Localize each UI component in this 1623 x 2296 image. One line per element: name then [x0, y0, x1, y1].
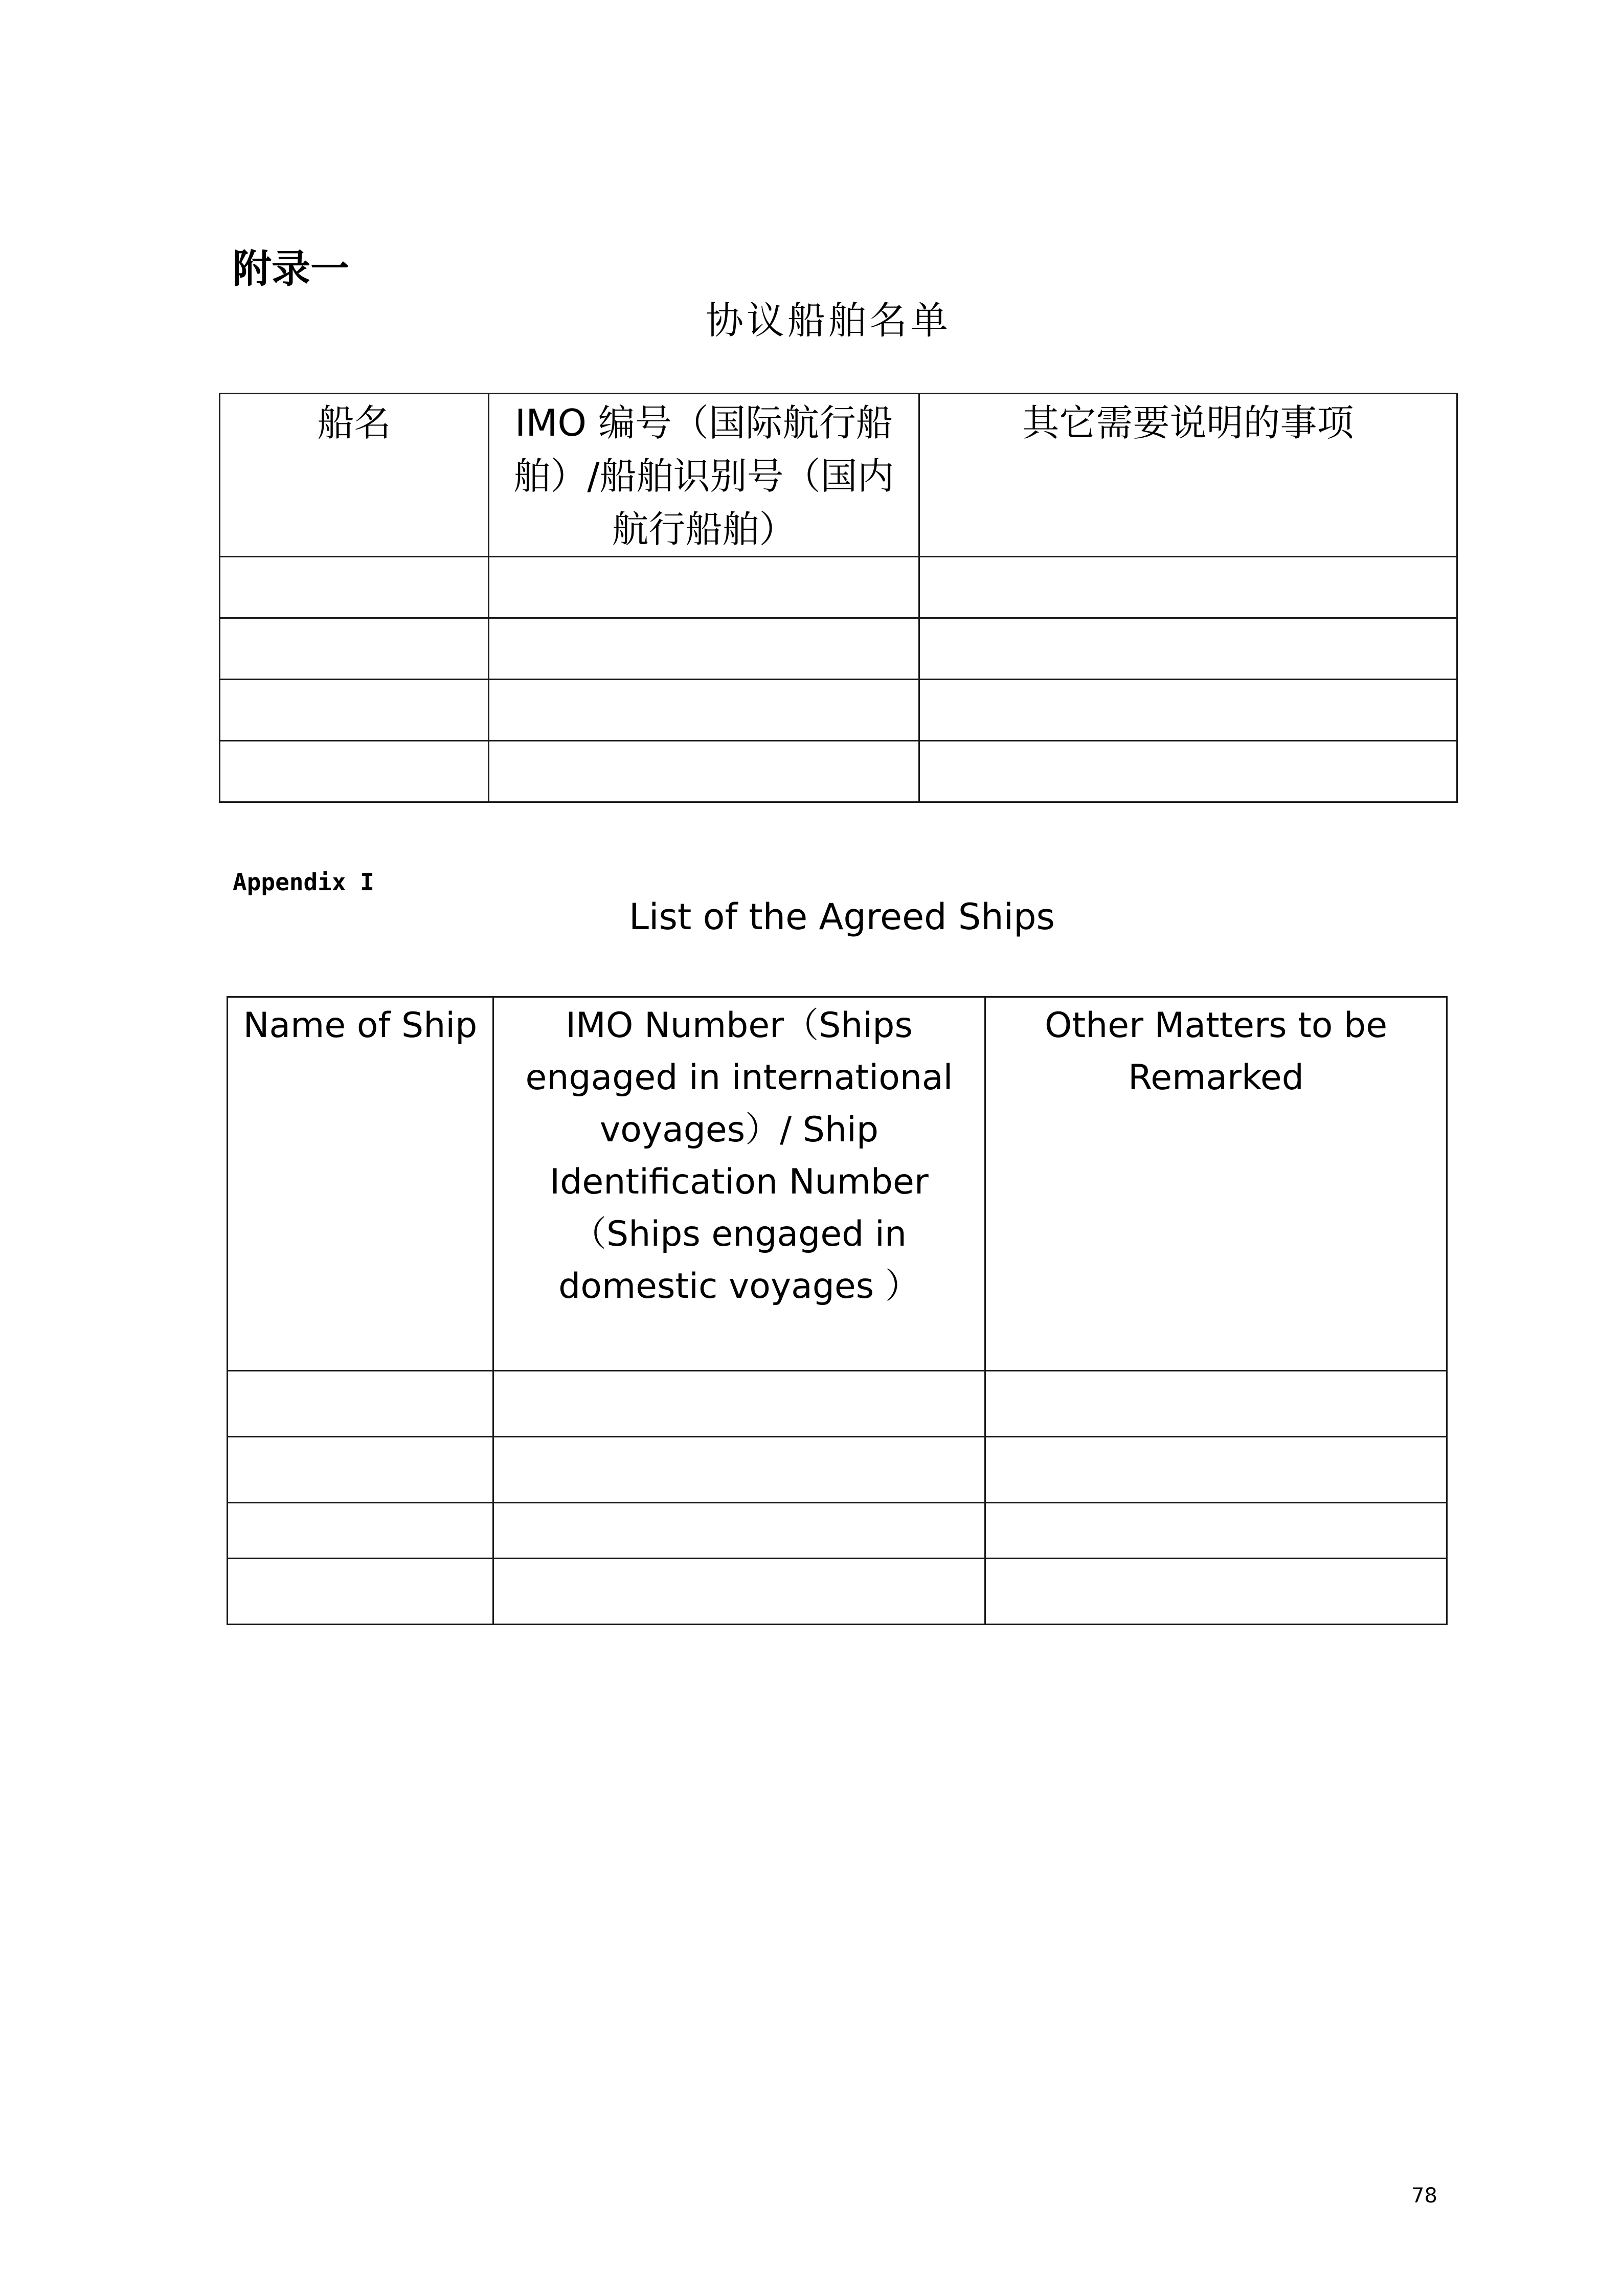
table-cell	[228, 1437, 493, 1503]
table-cell	[493, 1503, 985, 1559]
table-cell	[919, 557, 1457, 618]
table-row	[228, 1559, 1447, 1625]
table-cell	[228, 1503, 493, 1559]
column-header-imo-number: IMO 编号（国际航行船舶）/船舶识别号（国内航行船舶）	[489, 394, 919, 557]
column-header-imo-number: IMO Number（Ships engaged in international voyages）/ Ship Identification Number （Ships engaged in domestic voyages ）	[493, 997, 985, 1371]
table-cell	[228, 1559, 493, 1625]
table-cell	[220, 618, 489, 680]
table-cell	[985, 1437, 1447, 1503]
table-cell	[493, 1437, 985, 1503]
table-cell	[220, 680, 489, 741]
table-cell	[919, 741, 1457, 802]
table-row	[228, 1371, 1447, 1437]
table-cell	[489, 618, 919, 680]
table-cell	[489, 741, 919, 802]
column-header-ship-name: 船名	[220, 394, 489, 557]
column-header-other-matters: 其它需要说明的事项	[919, 394, 1457, 557]
table-cell	[985, 1371, 1447, 1437]
table-row	[228, 1437, 1447, 1503]
column-header-other-matters: Other Matters to be Remarked	[985, 997, 1447, 1371]
agreed-ships-table-cn	[219, 393, 1458, 803]
table-row	[220, 680, 1457, 741]
column-header-ship-name: Name of Ship	[228, 997, 493, 1371]
table-cell	[489, 557, 919, 618]
appendix-heading-en: Appendix I	[233, 868, 374, 896]
table-cell	[228, 1371, 493, 1437]
agreed-ships-table-en	[227, 996, 1448, 1625]
table-header-row	[228, 997, 1447, 1371]
table-cell	[489, 680, 919, 741]
table-title-cn: 协议船舶名单	[706, 299, 951, 343]
table-cell	[493, 1559, 985, 1625]
page-number: 78	[1411, 2184, 1437, 2208]
table-row	[220, 741, 1457, 802]
table-title-en: List of the Agreed Ships	[629, 896, 1055, 938]
table-header-row	[220, 394, 1457, 557]
table-row	[228, 1503, 1447, 1559]
table-cell	[919, 618, 1457, 680]
appendix-heading-cn: 附录一	[233, 246, 349, 291]
table-cell	[919, 680, 1457, 741]
table-cell	[985, 1559, 1447, 1625]
table-cell	[493, 1371, 985, 1437]
table-row	[220, 618, 1457, 680]
table-cell	[985, 1503, 1447, 1559]
table-cell	[220, 741, 489, 802]
table-row	[220, 557, 1457, 618]
table-cell	[220, 557, 489, 618]
